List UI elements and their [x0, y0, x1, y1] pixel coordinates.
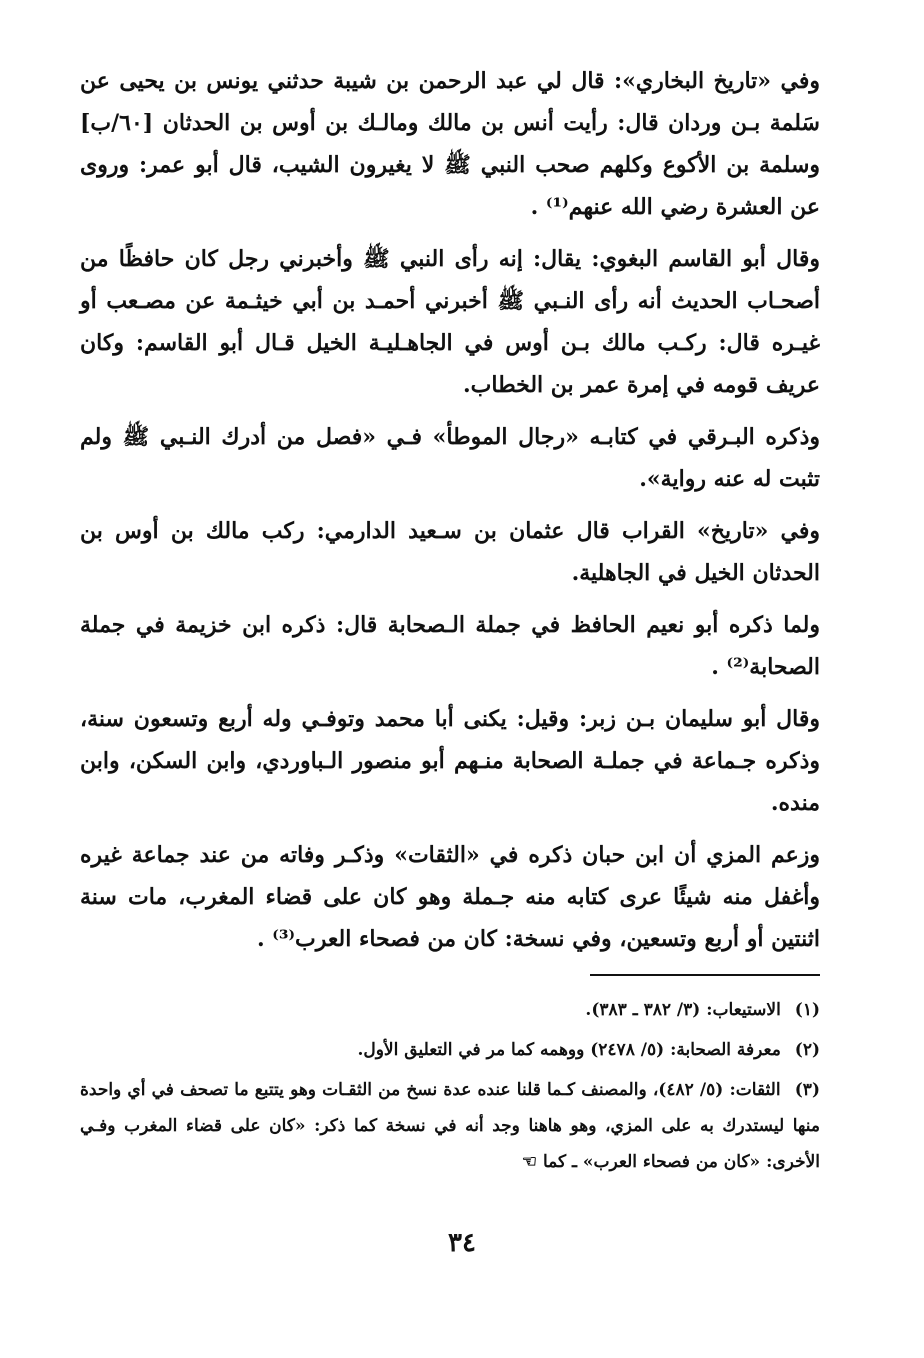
- footnote-2: [80, 1032, 820, 1068]
- footnote-text: الاستيعاب: (٣/ ٣٨٢ ـ ٣٨٣).: [585, 1000, 781, 1020]
- paragraph-5: ولما ذكره أبو نعيم الحافظ في جملة الـصحابة قال: ذكره ابن خزيمة في جملة الصحابة⁽²⁾ .: [80, 612, 820, 680]
- footnote-text: معرفة الصحابة: (٥/ ٢٤٧٨) ووهمه كما مر في التعليق الأول.: [357, 1040, 781, 1060]
- paragraph-6: وقال أبو سليمان بـن زبر: وقيل: يكنى أبا محمد وتوفـي وله أربع وتسعون سنة، وذكره جـماعة في جملـة الصحابة منـهم أبو منصور الـباوردي، وابن السكن، وابن منده.: [80, 706, 820, 816]
- footnote-separator: [590, 974, 820, 976]
- paragraph-7: وزعم المزي أن ابن حبان ذكره في «الثقات» وذكـر وفاته من عند جماعة غيره وأغفل منه شيئًا عرى كتابه منه جـملة وهو كان على قضاء المغرب، مات سنة اثنتين أو أربع وتسعين، وفي نسخة: كان من فصحاء العرب⁽³⁾ .: [80, 842, 820, 952]
- footnote-text: الثقات: (٥/ ٤٨٢)، والمصنف كـما قلنا عنده عدة نسخ من الثقـات وهو يتتبع ما تصحف في أي واحدة منها ليستدرك به على المزي، وهو هاهنا وجد أنه في نسخة كما ذكر: «كان على قضاء المغرب وفـي الأخرى: «كان من فصحاء العرب» ـ كما ☜: [80, 1080, 820, 1172]
- paragraph-4: وفي «تاريخ» القراب قال عثمان بن سـعيد الدارمي: ركب مالك بن أوس بن الحدثان الخيل في الجاهلية.: [80, 518, 820, 586]
- footnote-separator-wrap: [80, 974, 820, 976]
- paragraph-3: وذكره البـرقي في كتابـه «رجال الموطأ» فـي «فصل من أدرك النـبي ﷺ ولم تثبت له عنه رواية».: [80, 424, 820, 492]
- footnote-3: [80, 1072, 820, 1180]
- footnote-number: (٢): [794, 1040, 820, 1060]
- footnote-1: [80, 992, 820, 1028]
- page-number: ٣٤: [448, 1228, 476, 1258]
- footnote-number: (٣): [794, 1080, 820, 1100]
- paragraph-1: وفي «تاريخ البخاري»: قال لي عبد الرحمن بن شيبة حدثني يونس بن يحيى عن سَلمة بـن وردان قال: رأيت أنس بن مالك ومالـك بن أوس بن الحدثان [٦٠/ب] وسلمة بن الأكوع وكلهم صحب النبي ﷺ لا يغيرون الشيب، قال أبو عمر: وروى عن العشرة رضي الله عنهم⁽¹⁾ .: [80, 68, 820, 220]
- page-body: [80, 60, 820, 1184]
- paragraph-2: وقال أبو القاسم البغوي: يقال: إنه رأى النبي ﷺ وأخبرني رجل كان حافظًا من أصحـاب الحديث أنه رأى النـبي ﷺ أخبرني أحمـد بن أبي خيثـمة عن مصـعب أو غيـره قال: ركـب مالك بـن أوس في الجاهـليـة الخيل قـال أبو القاسم: وكان عريف قومه في إمرة عمر بن الخطاب.: [80, 246, 820, 398]
- footnote-number: (١): [794, 1000, 820, 1020]
